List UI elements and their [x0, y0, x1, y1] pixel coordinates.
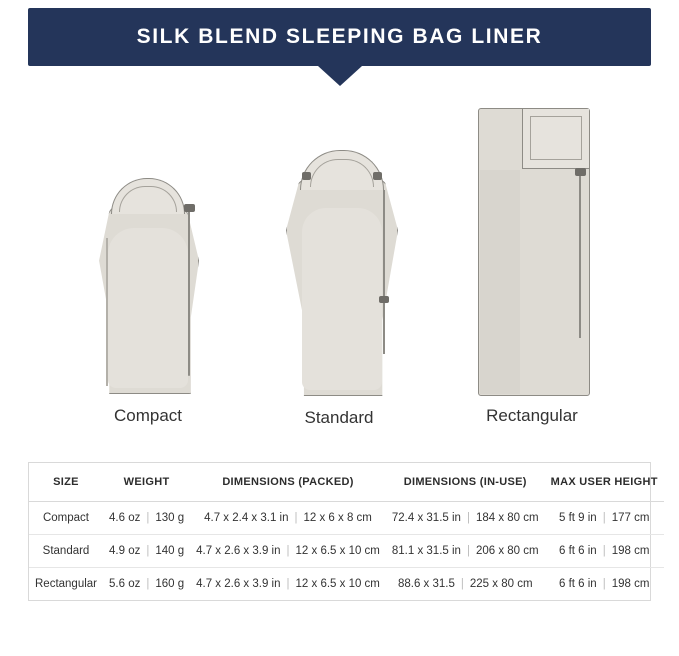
standard-bag-zipper-pull [379, 296, 389, 303]
rectangular-bag-shading [480, 170, 520, 394]
product-label-standard [252, 408, 426, 428]
column-header-dimensions-packed: DIMENSIONS (PACKED) [190, 463, 386, 502]
compact-bag-inner-panel [108, 228, 188, 388]
cell-height [545, 535, 664, 568]
column-header-dimensions-inuse: DIMENSIONS (IN-USE) [386, 463, 545, 502]
cell-packed-metric: 12 x 6.5 x 10 cm [295, 578, 380, 590]
rectangular-bag-icon [478, 108, 590, 396]
standard-bag-right-pull [373, 172, 382, 180]
unit-separator-icon: | [602, 545, 606, 557]
cell-weight-metric: 130 g [155, 512, 185, 524]
cell-weight [103, 535, 190, 568]
table-header-row [29, 463, 664, 502]
unit-separator-icon: | [146, 545, 150, 557]
spec-table [29, 463, 664, 600]
standard-bag-zipper [383, 190, 385, 354]
cell-height-imperial: 6 ft 6 in [558, 545, 597, 557]
unit-separator-icon: | [466, 512, 470, 524]
column-header-weight: WEIGHT [103, 463, 190, 502]
cell-weight [103, 568, 190, 601]
table-row [29, 502, 664, 535]
cell-packed [190, 502, 386, 535]
cell-weight-imperial: 4.6 oz [109, 512, 141, 524]
rectangular-bag-zipper [579, 168, 581, 338]
cell-inuse [386, 502, 545, 535]
header-banner [28, 8, 651, 86]
cell-inuse [386, 535, 545, 568]
unit-separator-icon: | [294, 512, 298, 524]
unit-separator-icon: | [466, 545, 470, 557]
cell-packed-imperial: 4.7 x 2.6 x 3.9 in [196, 545, 281, 557]
cell-weight-imperial: 4.9 oz [109, 545, 141, 557]
rectangular-bag-flap-inner [530, 116, 582, 160]
cell-height [545, 502, 664, 535]
cell-weight-metric: 160 g [155, 578, 185, 590]
cell-packed-metric: 12 x 6 x 8 cm [303, 512, 372, 524]
cell-height-metric: 198 cm [611, 578, 650, 590]
cell-inuse-imperial: 88.6 x 31.5 [397, 578, 455, 590]
standard-label-text: Standard [304, 408, 374, 427]
cell-height-imperial: 5 ft 9 in [558, 512, 597, 524]
cell-packed-imperial: 4.7 x 2.4 x 3.1 in [204, 512, 289, 524]
unit-separator-icon: | [602, 512, 606, 524]
cell-size: Rectangular [35, 578, 98, 590]
product-label-compact [61, 406, 235, 426]
cell-inuse-metric: 225 x 80 cm [469, 578, 533, 590]
cell-weight [103, 502, 190, 535]
compact-bag-seam [106, 238, 108, 386]
mummy-bag-compact-icon [97, 178, 199, 394]
cell-packed [190, 535, 386, 568]
compact-bag-zipper [188, 204, 190, 376]
cell-inuse [386, 568, 545, 601]
column-header-max-user-height: MAX USER HEIGHT [545, 463, 664, 502]
unit-separator-icon: | [146, 578, 150, 590]
table-row [29, 568, 664, 601]
compact-bag-zipper-pull [184, 204, 195, 212]
banner-bar [28, 8, 651, 66]
banner-notch-icon [318, 66, 362, 86]
cell-inuse-imperial: 81.1 x 31.5 in [391, 545, 461, 557]
cell-packed-imperial: 4.7 x 2.6 x 3.9 in [196, 578, 281, 590]
cell-packed-metric: 12 x 6.5 x 10 cm [295, 545, 380, 557]
cell-size: Standard [29, 535, 103, 568]
cell-weight-metric: 140 g [155, 545, 185, 557]
cell-size: Compact [29, 502, 103, 535]
rectangular-bag-zipper-pull [575, 168, 586, 176]
compact-label-text: Compact [113, 406, 183, 425]
cell-inuse-metric: 184 x 80 cm [475, 512, 539, 524]
cell-inuse-metric: 206 x 80 cm [475, 545, 539, 557]
page-title: SILK BLEND SLEEPING BAG LINER [136, 25, 543, 48]
cell-height-metric: 198 cm [611, 545, 650, 557]
spec-table-card [28, 462, 658, 601]
unit-separator-icon: | [286, 545, 290, 557]
standard-bag-inner-panel [302, 208, 382, 390]
table-row [29, 535, 664, 568]
unit-separator-icon: | [286, 578, 290, 590]
rectangular-label-text: Rectangular [486, 406, 578, 425]
unit-separator-icon: | [146, 512, 150, 524]
cell-inuse-imperial: 72.4 x 31.5 in [391, 512, 461, 524]
cell-height-imperial: 6 ft 6 in [558, 578, 597, 590]
product-illustrations [0, 96, 679, 446]
standard-bag-left-pull [302, 172, 311, 180]
cell-height [545, 568, 664, 601]
unit-separator-icon: | [602, 578, 606, 590]
column-header-size: SIZE [29, 463, 103, 502]
mummy-bag-standard-icon [286, 150, 398, 396]
cell-weight-imperial: 5.6 oz [109, 578, 141, 590]
cell-height-metric: 177 cm [611, 512, 650, 524]
product-label-rectangular [445, 406, 619, 426]
cell-packed [190, 568, 386, 601]
unit-separator-icon: | [460, 578, 464, 590]
